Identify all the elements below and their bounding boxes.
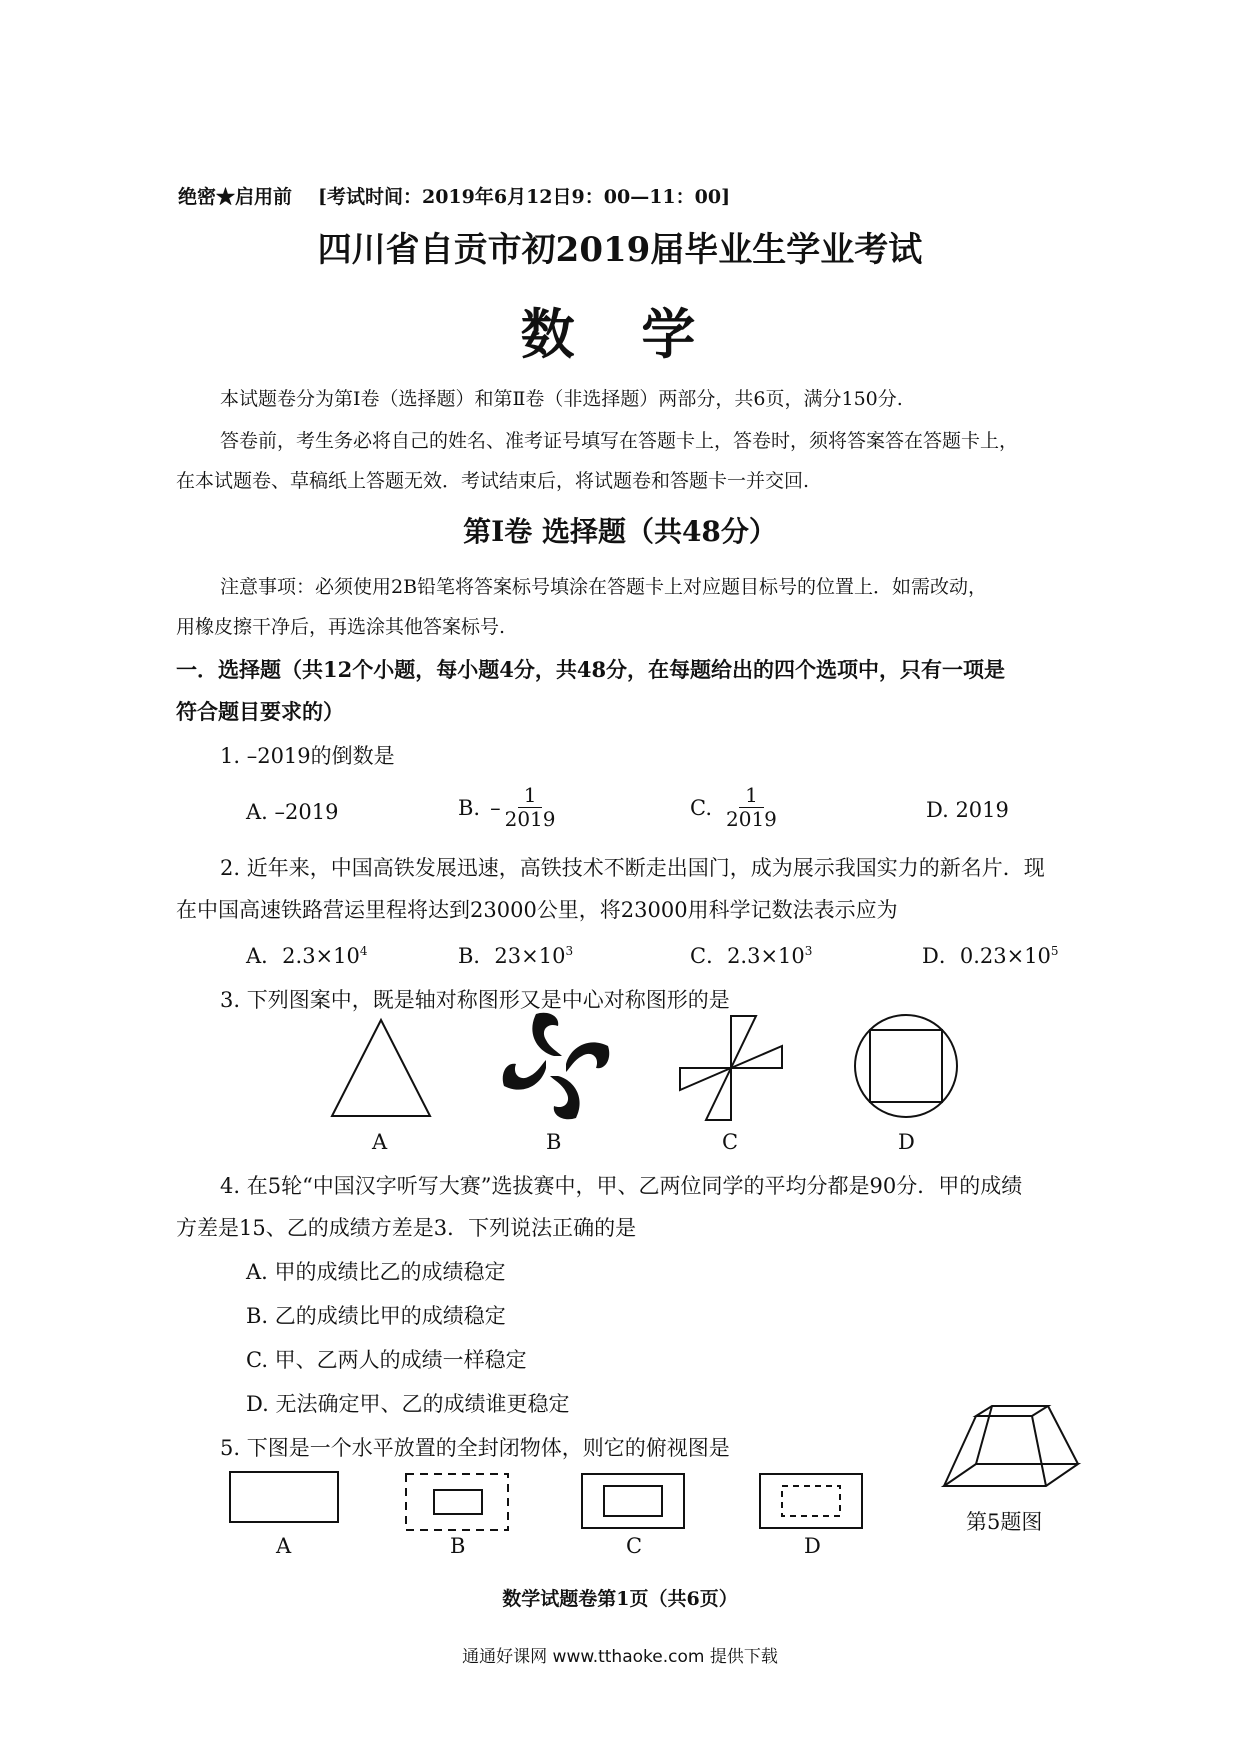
question-5-option-c-view xyxy=(578,1470,690,1534)
option-b-fraction xyxy=(505,784,556,831)
question-2-option-d: D．$0.23\times 10^5$ xyxy=(922,944,1059,968)
question-5-label-c: C xyxy=(626,1534,643,1558)
question-5-solid-figure xyxy=(940,1402,1084,1502)
question-2-line-2: 在中国高速铁路营运里程将达到23000公里，将23000用科学记数法表示应为 xyxy=(176,898,898,922)
page-footer: 数学试题卷第1页（共6页） xyxy=(502,1588,738,1610)
fraction-denominator: 2019 xyxy=(726,807,777,831)
question-1-option-c xyxy=(690,784,777,831)
intro-line-1: 本试题卷分为第Ⅰ卷（选择题）和第Ⅱ卷（非选择题）两部分，共6页，满分150分. xyxy=(220,388,903,410)
question-5-option-d-view xyxy=(756,1470,868,1534)
fraction-numerator: 1 xyxy=(739,784,764,808)
question-3-label-a: A xyxy=(372,1130,388,1154)
fraction-denominator: 2019 xyxy=(504,807,556,831)
secret-label: 绝密★启用前 xyxy=(178,186,293,208)
intro-line-3: 在本试题卷、草稿纸上答题无效．考试结束后，将试题卷和答题卡一并交回. xyxy=(176,470,810,492)
question-5-label-d: D xyxy=(804,1534,821,1558)
option-c-fraction xyxy=(726,784,777,831)
question-3-stem: 3. 下列图案中，既是轴对称图形又是中心对称图形的是 xyxy=(220,988,730,1012)
option-c-label: C. xyxy=(690,795,712,820)
question-3-figure-d-circle-square xyxy=(850,1010,962,1122)
notice-line-2: 用橡皮擦干净后，再选涂其他答案标号. xyxy=(176,616,506,638)
question-4-option-c: C. 甲、乙两人的成绩一样稳定 xyxy=(246,1348,527,1372)
notice-line-1: 注意事项：必须使用2B铅笔将答案标号填涂在答题卡上对应题目标号的位置上．如需改动， xyxy=(220,576,988,598)
question-3-figure-c-pinwheel xyxy=(676,1012,786,1124)
exam-title: 四川省自贡市初2019届毕业生学业考试 xyxy=(317,230,923,270)
source-watermark: 通通好课网 www.tthaoke.com 提供下载 xyxy=(462,1647,778,1667)
subject-title: 数 学 xyxy=(520,302,720,366)
question-3-label-b: B xyxy=(546,1130,562,1154)
question-3-figure-a-triangle xyxy=(326,1016,436,1120)
question-5-option-b-view xyxy=(402,1470,514,1534)
exam-time: [考试时间：2019年6月12日9：00—11：00] xyxy=(318,186,731,208)
part-heading-line-2: 符合题目要求的） xyxy=(176,699,344,724)
question-4-line-1: 4. 在5轮“中国汉字听写大赛”选拔赛中，甲、乙两位同学的平均分都是90分．甲的成绩 xyxy=(220,1174,1023,1198)
question-1-stem: 1. –2019的倒数是 xyxy=(220,744,395,768)
option-b-sign: – xyxy=(490,795,501,820)
question-2-option-b: B．$23\times 10^3$ xyxy=(458,944,574,968)
question-3-label-c: C xyxy=(722,1130,739,1154)
question-5-stem: 5. 下图是一个水平放置的全封闭物体，则它的俯视图是 xyxy=(220,1436,730,1460)
question-4-line-2: 方差是15、乙的成绩方差是3．下列说法正确的是 xyxy=(176,1216,637,1240)
question-5-figure-caption: 第5题图 xyxy=(966,1510,1043,1534)
question-3-figure-b-swirl xyxy=(500,1010,612,1122)
question-1-option-b xyxy=(458,784,556,831)
question-1-option-a: A. –2019 xyxy=(246,800,339,824)
section-heading: 第Ⅰ卷 选择题（共48分） xyxy=(463,515,777,548)
intro-line-2: 答卷前，考生务必将自己的姓名、准考证号填写在答题卡上，答卷时，须将答案答在答题卡上， xyxy=(220,430,1019,452)
question-3-label-d: D xyxy=(898,1130,915,1154)
question-5-label-b: B xyxy=(450,1534,466,1558)
question-5-label-a: A xyxy=(276,1534,292,1558)
option-b-label: B. xyxy=(458,795,481,820)
question-2-line-1: 2. 近年来，中国高铁发展迅速，高铁技术不断走出国门，成为展示我国实力的新名片．现 xyxy=(220,856,1045,880)
question-2-option-c: C．$2.3\times 10^3$ xyxy=(690,944,813,968)
question-4-option-b: B. 乙的成绩比甲的成绩稳定 xyxy=(246,1304,506,1328)
question-5-option-a-view xyxy=(228,1470,340,1526)
fraction-numerator: 1 xyxy=(518,784,543,808)
part-heading-line-1: 一．选择题（共12个小题，每小题4分，共48分，在每题给出的四个选项中，只有一项是 xyxy=(176,657,1006,682)
question-4-option-d: D. 无法确定甲、乙的成绩谁更稳定 xyxy=(246,1392,570,1416)
question-4-option-a: A. 甲的成绩比乙的成绩稳定 xyxy=(246,1260,506,1284)
question-1-option-d: D. 2019 xyxy=(926,798,1009,822)
question-2-option-a: A．$2.3\times 10^4$ xyxy=(246,944,368,968)
